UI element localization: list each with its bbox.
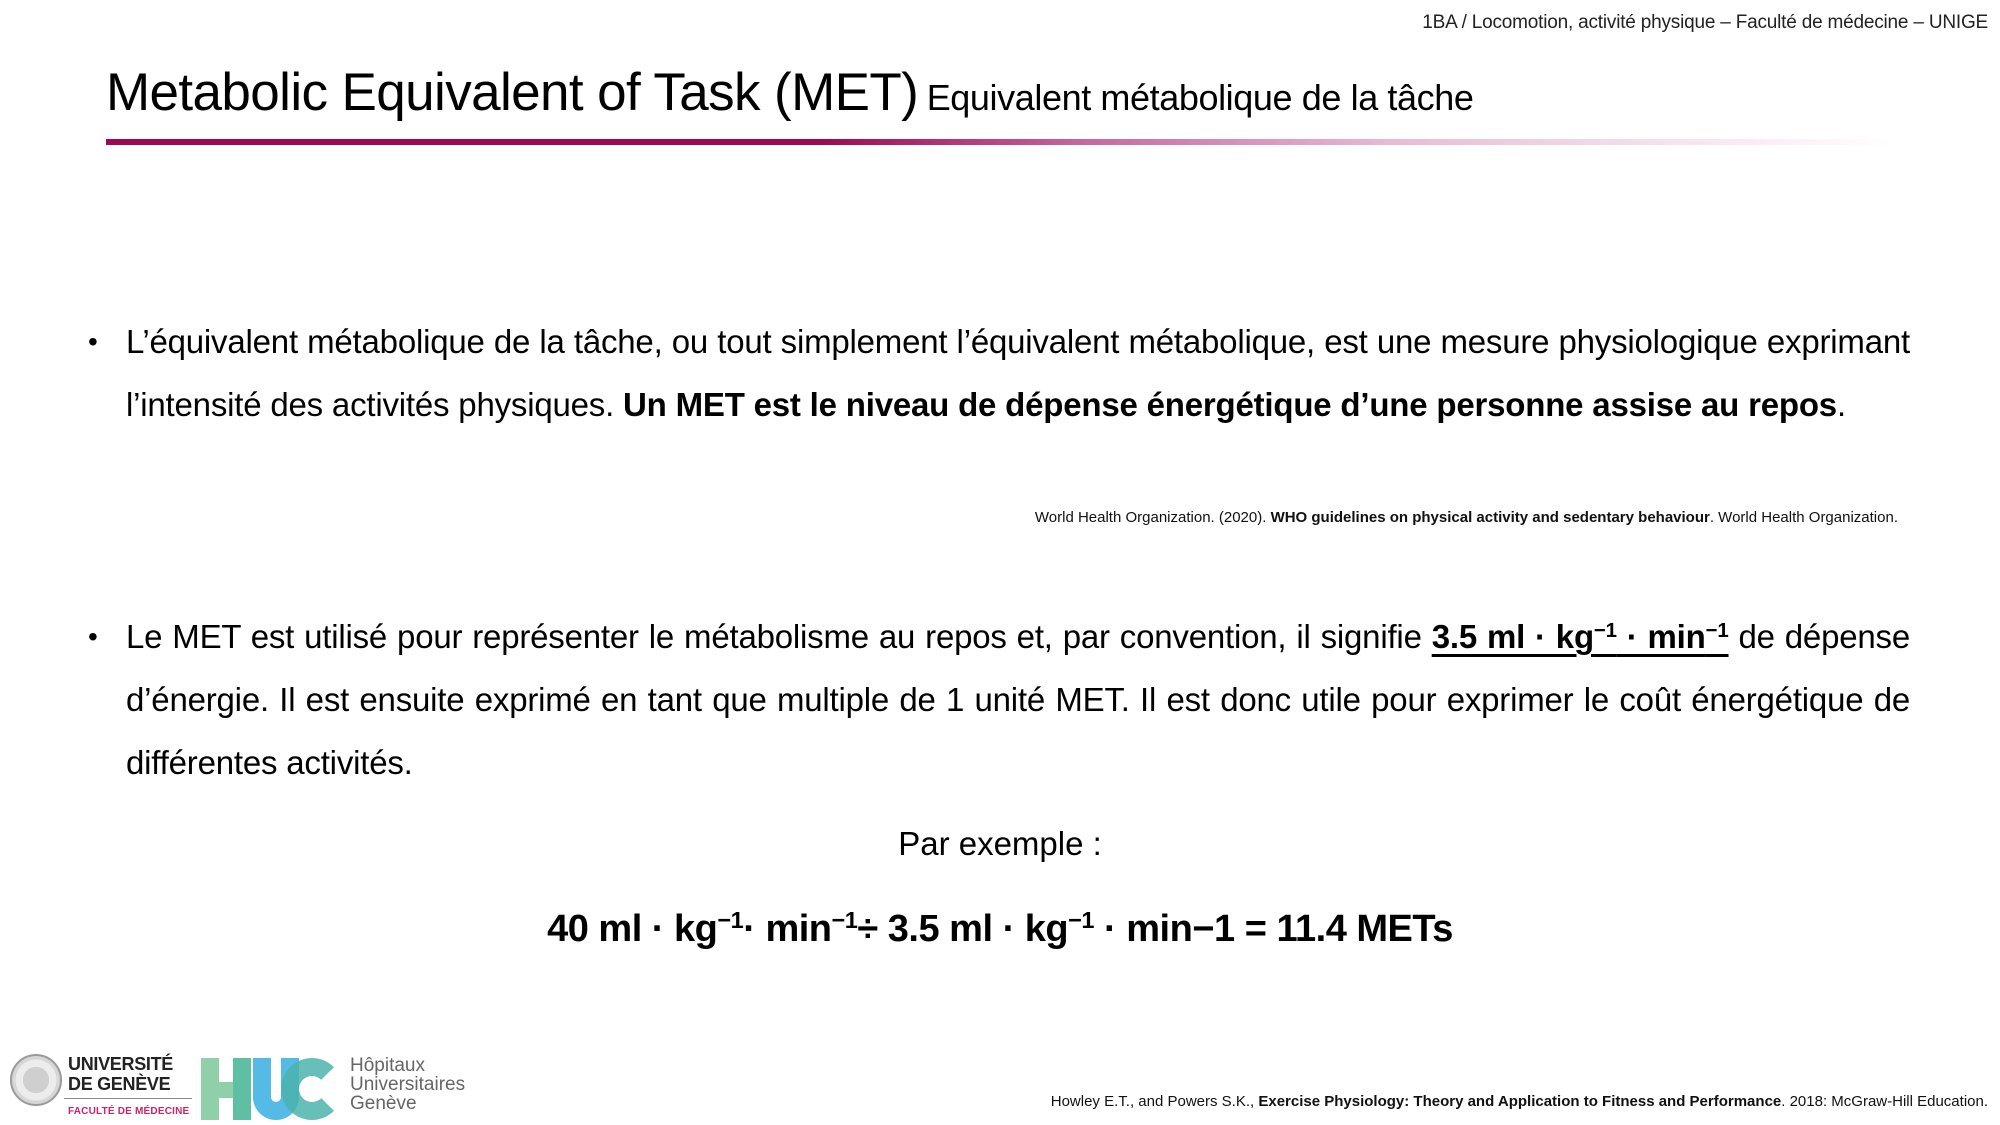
reference-who: World Health Organization. (2020). WHO guidelines on physical activity and sedentary behaviour. World Health Organization.	[1034, 509, 1898, 526]
bullet-icon: •	[88, 621, 98, 652]
slide-title-subtitle: Equivalent métabolique de la tâche	[926, 77, 1474, 118]
unige-seal-icon	[10, 1054, 62, 1106]
bullet-met-convention	[88, 605, 1910, 794]
slide-title	[106, 62, 1473, 123]
bullet-met-definition	[88, 310, 1910, 436]
title-divider	[106, 139, 1896, 145]
unige-logo: UNIVERSITÉ DE GENÈVE FACULTÉ DE MÉDECINE	[8, 1052, 198, 1122]
hug-logo-icon	[201, 1058, 341, 1120]
bullet-emphasis: Un MET est le niveau de dépense énergétique d’une personne assise au repos	[623, 386, 1837, 423]
example-label: Par exemple :	[898, 825, 1102, 862]
reference-howley: Howley E.T., and Powers S.K., Exercise Physiology: Theory and Application to Fitness and Performance. 2018: McGraw-Hill Education.	[1050, 1093, 1988, 1110]
bullet-text: Le MET est utilisé pour représenter le métabolisme au repos et, par convention, il signifie 3.5 ml · $kg^{-1} \cdot \min^{-1}$ de dépense d’énergie. Il est ensuite exprimé en tant que multiple de 1 unité MET. Il est donc utile pour exprimer le coût énergétique de différentes activités.	[126, 618, 1910, 781]
met-value-highlight: 3.5 ml · $kg^{-1} \cdot \min^{-1}$	[1431, 618, 1729, 655]
bullet-text: L’équivalent métabolique de la tâche, ou tout simplement l’équivalent métabolique, est une mesure physiologique exprimant l’intensité des activités physiques. Un MET est le niveau de dépense énergétique d’une personne assise au repos.	[126, 323, 1910, 423]
course-header-note: 1BA / Locomotion, activité physique – Faculté de médecine – UNIGE	[1422, 12, 1988, 33]
met-equation: 40 ml · $kg^{-1}\cdot \min^{-1}\div 3.5$ ml · $kg^{-1} \cdot \min-1 = 11.4$ METs	[547, 907, 1453, 950]
logo-divider	[64, 1098, 192, 1099]
unige-faculty-label: FACULTÉ DE MÉDECINE	[68, 1106, 190, 1117]
hug-logo-text: Hôpitaux Universitaires Genève	[350, 1055, 466, 1114]
bullet-icon: •	[88, 326, 98, 357]
slide-title-main: Metabolic Equivalent of Task (MET)	[106, 63, 919, 122]
